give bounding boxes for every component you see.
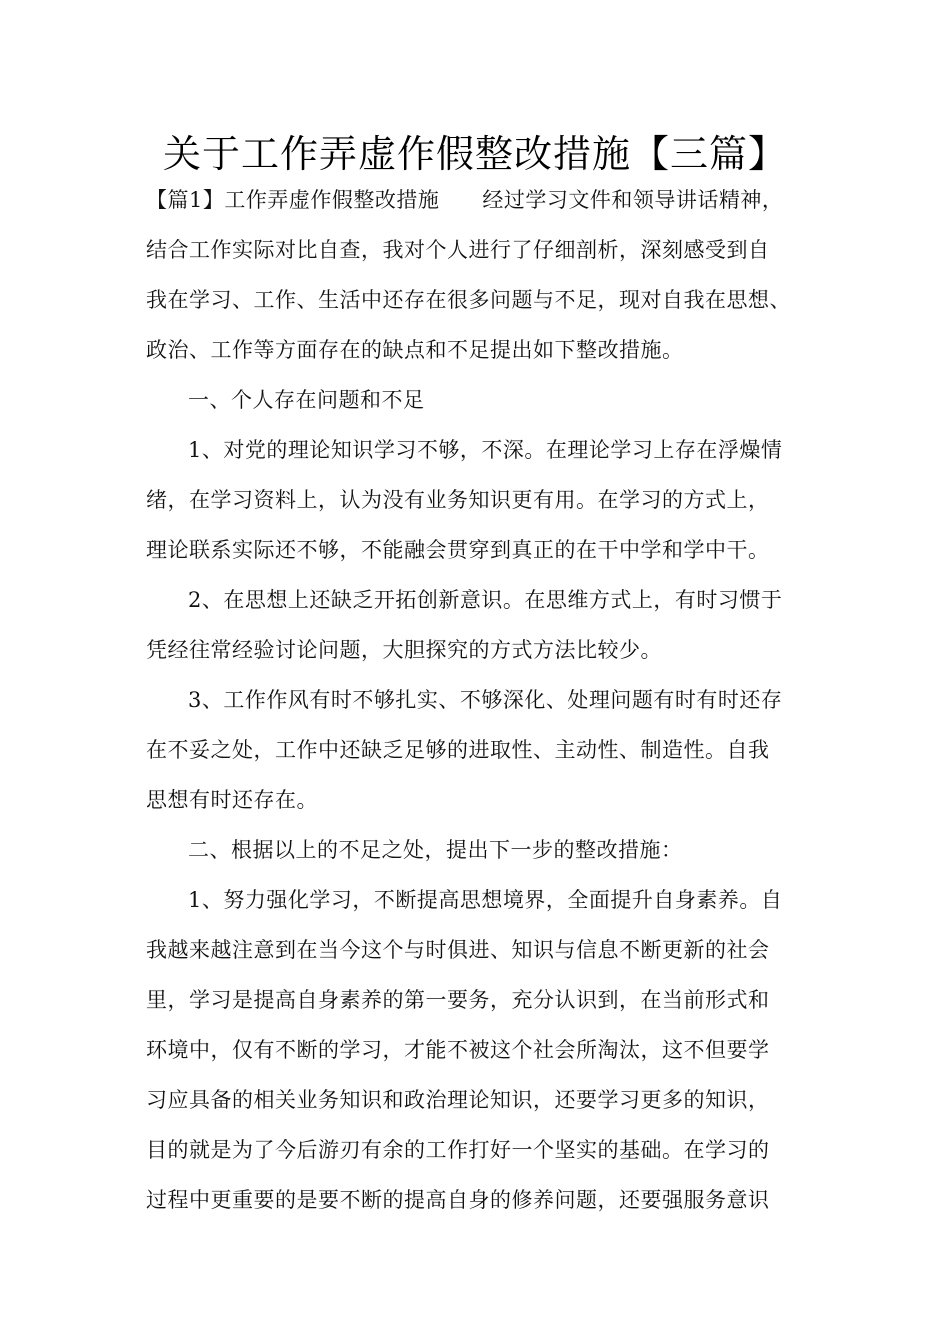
section-heading: 一、个人存在问题和不足 [188, 388, 425, 412]
text-line: 2、在思想上还缺乏开拓创新意识。在思维方式上，有时习惯于 [188, 588, 783, 612]
text-line: 里，学习是提高自身素养的第一要务，充分认识到，在当前形式和 [146, 988, 770, 1012]
text-line: 习应具备的相关业务知识和政治理论知识，还要学习更多的知识， [146, 1088, 770, 1112]
text-line: 1、对党的理论知识学习不够，不深。在理论学习上存在浮燥情 [188, 438, 783, 462]
text-line: 环境中，仅有不断的学习，才能不被这个社会所淘汰，这不但要学 [146, 1038, 770, 1062]
document-title: 关于工作弄虚作假整改措施【三篇】 [162, 132, 787, 176]
text-line: 结合工作实际对比自查，我对个人进行了仔细剖析，深刻感受到自 [146, 238, 770, 262]
text-line: 思想有时还存在。 [146, 788, 318, 812]
text-line: 理论联系实际还不够，不能融会贯穿到真正的在干中学和学中干。 [146, 538, 770, 562]
text-line: 【篇1】工作弄虚作假整改措施 经过学习文件和领导讲话精神， [146, 188, 784, 212]
text-line: 1、努力强化学习，不断提高思想境界，全面提升自身素养。自 [188, 888, 783, 912]
text-line: 我越来越注意到在当今这个与时俱进、知识与信息不断更新的社会 [146, 938, 770, 962]
text-line: 绪，在学习资料上，认为没有业务知识更有用。在学习的方式上， [146, 488, 770, 512]
text-line: 在不妥之处，工作中还缺乏足够的进取性、主动性、制造性。自我 [146, 738, 770, 762]
text-line: 目的就是为了今后游刃有余的工作打好一个坚实的基础。在学习的 [146, 1138, 770, 1162]
text-line: 过程中更重要的是要不断的提高自身的修养问题，还要强服务意识 [146, 1188, 770, 1212]
section-heading: 二、根据以上的不足之处，提出下一步的整改措施： [188, 838, 683, 862]
text-line: 我在学习、工作、生活中还存在很多问题与不足，现对自我在思想、 [146, 288, 791, 312]
text-line: 凭经往常经验讨论问题，大胆探究的方式方法比较少。 [146, 638, 662, 662]
text-line: 3、工作作风有时不够扎实、不够深化、处理问题有时有时还存 [188, 688, 783, 712]
text-line: 政治、工作等方面存在的缺点和不足提出如下整改措施。 [146, 338, 684, 362]
